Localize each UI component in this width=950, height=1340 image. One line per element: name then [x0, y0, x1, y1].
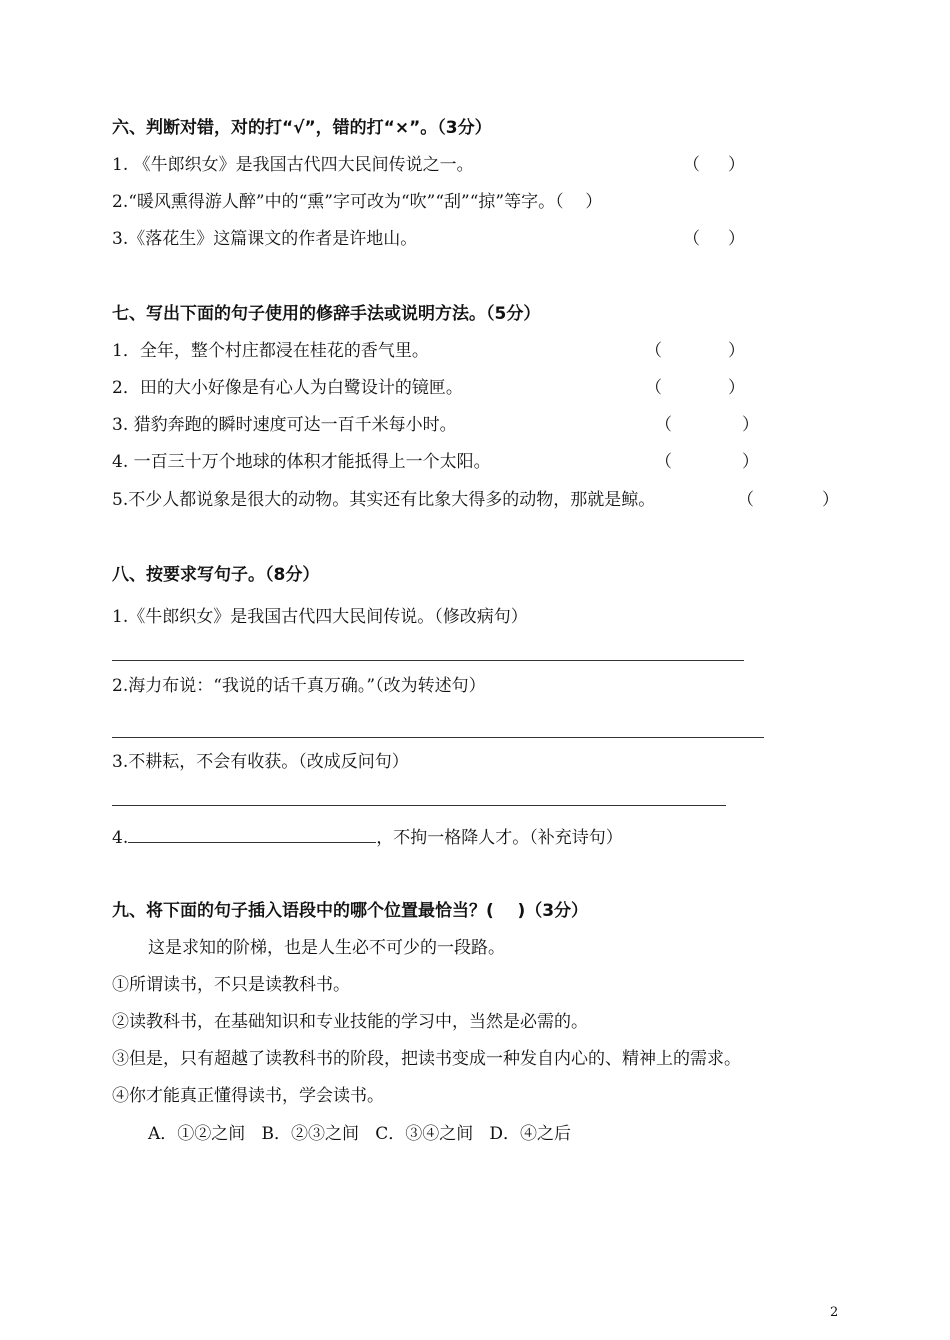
s7-item-2: 2．田的大小好像是有心人为白鹭设计的镜匣。	[112, 378, 463, 398]
s9-para-1: ①所谓读书，不只是读教科书。	[112, 975, 350, 995]
s6-item-1: 1. 《牛郎织女》是我国古代四大民间传说之一。	[112, 155, 474, 175]
answer-line	[112, 737, 764, 738]
s7-answer-3-close: ）	[742, 415, 759, 435]
s7-item-4: 4. 一百三十万个地球的体积才能抵得上一个太阳。	[112, 452, 491, 472]
s6-answer-3-open: （	[683, 229, 700, 249]
s8-item-4	[112, 826, 623, 849]
s8-item-1: 1.《牛郎织女》是我国古代四大民间传说。（修改病句）	[112, 607, 528, 627]
s7-answer-5-close: ）	[822, 490, 839, 510]
section-8-heading: 八、按要求写句子。（8分）	[112, 565, 320, 585]
s9-para-2: ②读教科书，在基础知识和专业技能的学习中，当然是必需的。	[112, 1012, 588, 1032]
s7-answer-5-open: （	[737, 490, 754, 510]
s7-answer-2-open: （	[645, 378, 662, 398]
s8-item-4-prefix: 4.	[112, 828, 129, 848]
s7-answer-1-close: ）	[728, 341, 745, 361]
section-9-heading: 九、将下面的句子插入语段中的哪个位置最恰当？( )（3分）	[112, 901, 589, 921]
blank-line	[128, 826, 376, 843]
s9-para-3: ③但是，只有超越了读教科书的阶段，把读书变成一种发自内心的、精神上的需求。	[112, 1049, 741, 1069]
s6-answer-1-open: （	[683, 155, 700, 175]
s8-item-4-suffix: ，不拘一格降人才。（补充诗句）	[376, 828, 623, 848]
s7-item-3: 3. 猎豹奔跑的瞬时速度可达一百千米每小时。	[112, 415, 457, 435]
s9-options: A．①②之间 B．②③之间 C．③④之间 D．④之后	[148, 1124, 572, 1144]
s7-answer-3-open: （	[655, 415, 672, 435]
s8-item-2: 2.海力布说：“我说的话千真万确。”（改为转述句）	[112, 676, 486, 696]
s9-insert-sentence: 这是求知的阶梯，也是人生必不可少的一段路。	[148, 938, 505, 958]
page-number: 2	[830, 1305, 839, 1320]
s7-answer-1-open: （	[645, 341, 662, 361]
s7-item-5: 5.不少人都说象是很大的动物。其实还有比象大得多的动物，那就是鲸。	[112, 490, 656, 510]
s7-answer-4-open: （	[655, 452, 672, 472]
s7-answer-4-close: ）	[742, 452, 759, 472]
s8-item-3: 3.不耕耘，不会有收获。（改成反问句）	[112, 752, 409, 772]
answer-line	[112, 660, 744, 661]
s6-item-3: 3.《落花生》这篇课文的作者是许地山。	[112, 229, 418, 249]
s6-answer-1-close: ）	[728, 155, 745, 175]
s6-answer-3-close: ）	[728, 229, 745, 249]
s9-para-4: ④你才能真正懂得读书，学会读书。	[112, 1086, 384, 1106]
s6-item-2: 2.“暖风熏得游人醉”中的“熏”字可改为“吹”“刮”“掠”等字。（ ）	[112, 192, 603, 212]
section-6-heading: 六、判断对错，对的打“√”，错的打“×”。（3分）	[112, 118, 492, 138]
answer-line	[112, 805, 726, 806]
s7-answer-2-close: ）	[728, 378, 745, 398]
s7-item-1: 1．全年，整个村庄都浸在桂花的香气里。	[112, 341, 429, 361]
section-7-heading: 七、写出下面的句子使用的修辞手法或说明方法。（5分）	[112, 304, 541, 324]
